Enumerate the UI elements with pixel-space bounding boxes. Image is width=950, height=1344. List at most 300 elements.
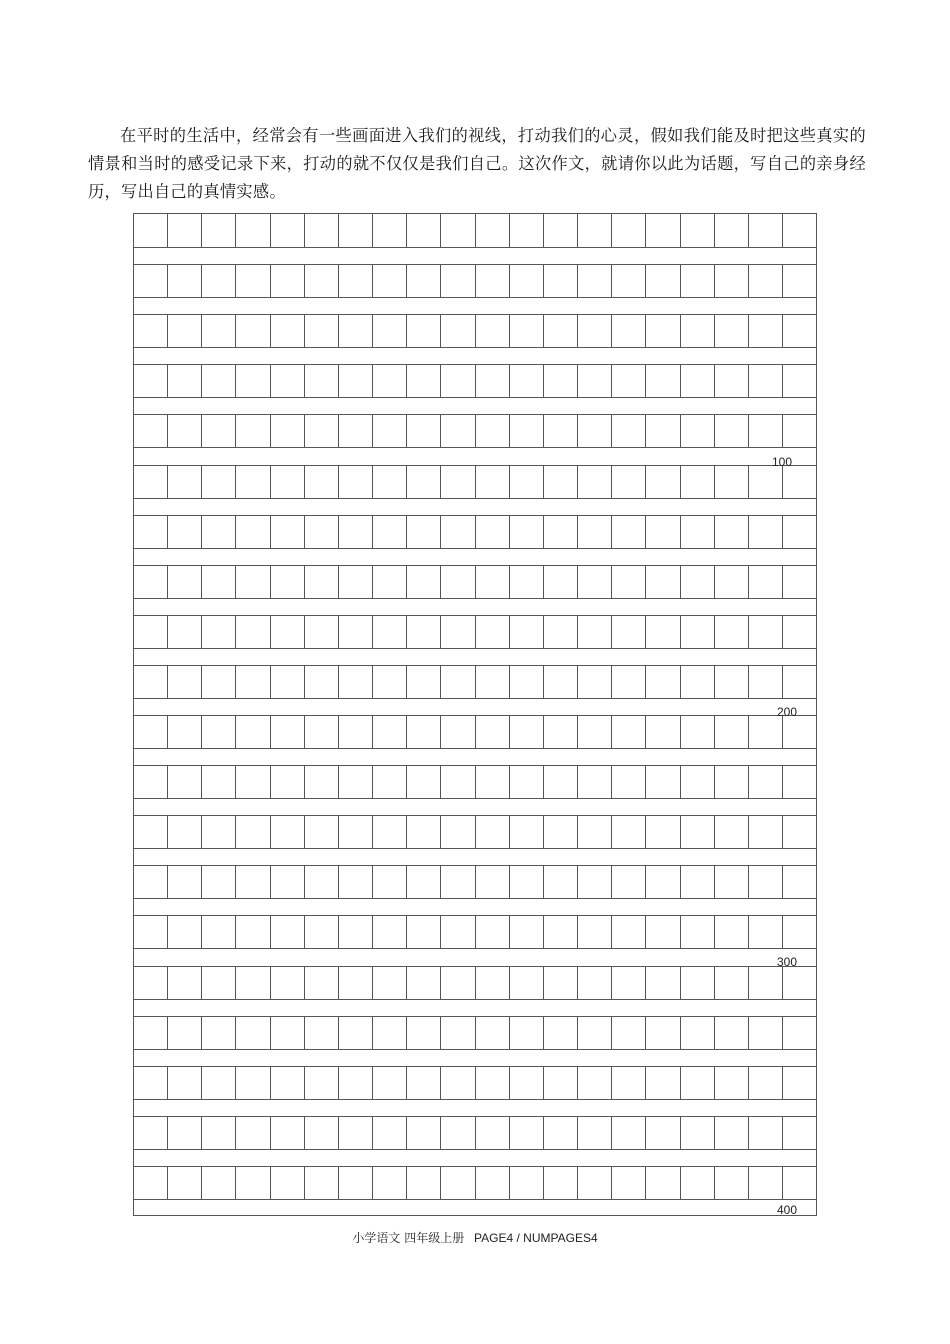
grid-cell[interactable] [680,265,714,297]
grid-cell[interactable] [714,766,748,798]
grid-cell[interactable] [475,315,509,347]
grid-cell[interactable] [167,866,201,898]
grid-cell[interactable] [440,415,474,447]
grid-cell[interactable] [475,1017,509,1049]
grid-cell[interactable] [509,1167,543,1199]
grid-cell[interactable] [577,365,611,397]
grid-cell[interactable] [167,816,201,848]
grid-cell[interactable] [133,1017,167,1049]
grid-cell[interactable] [133,1067,167,1099]
grid-cell[interactable] [577,716,611,748]
grid-cell[interactable] [645,967,679,999]
grid-cell[interactable] [201,415,235,447]
grid-cell[interactable] [372,1167,406,1199]
grid-cell[interactable] [201,315,235,347]
grid-cell[interactable] [167,1167,201,1199]
grid-cell[interactable] [167,466,201,498]
grid-cell[interactable] [406,666,440,698]
grid-cell[interactable] [748,566,782,598]
grid-cell[interactable] [440,616,474,648]
grid-cell[interactable] [304,967,338,999]
grid-cell[interactable] [748,766,782,798]
grid-cell[interactable] [577,1017,611,1049]
grid-cell[interactable] [235,666,269,698]
grid-cell[interactable] [406,1167,440,1199]
grid-cell[interactable] [475,716,509,748]
grid-cell[interactable] [167,766,201,798]
grid-cell[interactable] [304,1067,338,1099]
grid-cell[interactable] [235,415,269,447]
grid-cell[interactable] [338,566,372,598]
grid-cell[interactable] [611,1017,645,1049]
grid-cell[interactable] [270,766,304,798]
grid-cell[interactable] [270,466,304,498]
grid-cell[interactable] [304,265,338,297]
grid-cell[interactable] [201,766,235,798]
grid-cell[interactable] [714,265,748,297]
grid-cell[interactable] [714,466,748,498]
grid-cell[interactable] [167,516,201,548]
grid-cell[interactable] [543,365,577,397]
grid-cell[interactable] [270,866,304,898]
grid-cell[interactable] [782,466,817,498]
grid-cell[interactable] [475,566,509,598]
grid-cell[interactable] [167,566,201,598]
grid-cell[interactable] [611,816,645,848]
grid-cell[interactable] [338,716,372,748]
grid-cell[interactable] [372,566,406,598]
grid-cell[interactable] [680,916,714,948]
grid-cell[interactable] [133,616,167,648]
grid-cell[interactable] [509,716,543,748]
grid-cell[interactable] [509,616,543,648]
grid-cell[interactable] [611,666,645,698]
grid-cell[interactable] [645,716,679,748]
grid-cell[interactable] [714,866,748,898]
grid-cell[interactable] [406,716,440,748]
grid-cell[interactable] [748,916,782,948]
grid-cell[interactable] [440,1117,474,1149]
grid-cell[interactable] [167,716,201,748]
grid-cell[interactable] [782,1017,817,1049]
grid-cell[interactable] [440,766,474,798]
grid-cell[interactable] [270,1167,304,1199]
grid-cell[interactable] [611,866,645,898]
grid-cell[interactable] [133,516,167,548]
grid-cell[interactable] [577,666,611,698]
grid-cell[interactable] [782,666,817,698]
grid-cell[interactable] [167,315,201,347]
grid-cell[interactable] [509,916,543,948]
grid-cell[interactable] [235,916,269,948]
grid-cell[interactable] [680,816,714,848]
grid-cell[interactable] [475,365,509,397]
grid-cell[interactable] [543,866,577,898]
grid-cell[interactable] [611,214,645,247]
grid-cell[interactable] [235,1167,269,1199]
grid-cell[interactable] [270,666,304,698]
grid-cell[interactable] [782,967,817,999]
grid-cell[interactable] [645,916,679,948]
grid-cell[interactable] [270,566,304,598]
grid-cell[interactable] [440,916,474,948]
grid-cell[interactable] [509,265,543,297]
grid-cell[interactable] [543,315,577,347]
grid-cell[interactable] [372,666,406,698]
grid-cell[interactable] [748,415,782,447]
grid-cell[interactable] [201,265,235,297]
grid-cell[interactable] [680,566,714,598]
grid-cell[interactable] [372,1117,406,1149]
grid-cell[interactable] [372,967,406,999]
grid-cell[interactable] [304,315,338,347]
grid-cell[interactable] [406,566,440,598]
grid-cell[interactable] [338,265,372,297]
grid-cell[interactable] [645,365,679,397]
grid-cell[interactable] [235,1067,269,1099]
grid-cell[interactable] [167,1017,201,1049]
grid-cell[interactable] [304,516,338,548]
grid-cell[interactable] [201,1067,235,1099]
grid-cell[interactable] [645,415,679,447]
grid-cell[interactable] [509,566,543,598]
grid-cell[interactable] [509,1017,543,1049]
grid-cell[interactable] [782,415,817,447]
grid-cell[interactable] [440,1017,474,1049]
grid-cell[interactable] [680,766,714,798]
grid-cell[interactable] [645,1017,679,1049]
grid-cell[interactable] [577,866,611,898]
grid-cell[interactable] [440,967,474,999]
grid-cell[interactable] [543,716,577,748]
grid-cell[interactable] [440,516,474,548]
grid-cell[interactable] [475,1067,509,1099]
grid-cell[interactable] [645,866,679,898]
grid-cell[interactable] [680,967,714,999]
grid-cell[interactable] [440,315,474,347]
grid-cell[interactable] [235,967,269,999]
grid-cell[interactable] [543,265,577,297]
grid-cell[interactable] [782,816,817,848]
grid-cell[interactable] [304,716,338,748]
grid-cell[interactable] [133,415,167,447]
grid-cell[interactable] [509,1067,543,1099]
grid-cell[interactable] [133,466,167,498]
grid-cell[interactable] [440,716,474,748]
grid-cell[interactable] [270,916,304,948]
grid-cell[interactable] [680,1167,714,1199]
grid-cell[interactable] [201,214,235,247]
grid-cell[interactable] [509,516,543,548]
grid-cell[interactable] [201,466,235,498]
grid-cell[interactable] [645,516,679,548]
grid-cell[interactable] [440,214,474,247]
grid-cell[interactable] [714,415,748,447]
grid-cell[interactable] [304,466,338,498]
grid-cell[interactable] [714,816,748,848]
grid-cell[interactable] [680,1017,714,1049]
grid-cell[interactable] [372,766,406,798]
grid-cell[interactable] [543,916,577,948]
grid-cell[interactable] [372,1017,406,1049]
grid-cell[interactable] [304,415,338,447]
grid-cell[interactable] [475,214,509,247]
grid-cell[interactable] [577,566,611,598]
grid-cell[interactable] [372,816,406,848]
grid-cell[interactable] [645,1117,679,1149]
grid-cell[interactable] [304,866,338,898]
grid-cell[interactable] [133,265,167,297]
grid-cell[interactable] [714,616,748,648]
grid-cell[interactable] [611,466,645,498]
grid-cell[interactable] [270,816,304,848]
grid-cell[interactable] [748,1017,782,1049]
grid-cell[interactable] [167,214,201,247]
grid-cell[interactable] [338,516,372,548]
grid-cell[interactable] [714,1017,748,1049]
grid-cell[interactable] [133,315,167,347]
grid-cell[interactable] [167,265,201,297]
grid-cell[interactable] [440,1167,474,1199]
grid-cell[interactable] [611,1167,645,1199]
grid-cell[interactable] [748,967,782,999]
grid-cell[interactable] [372,866,406,898]
grid-cell[interactable] [201,816,235,848]
grid-cell[interactable] [167,415,201,447]
grid-cell[interactable] [748,616,782,648]
grid-cell[interactable] [577,1117,611,1149]
grid-cell[interactable] [372,516,406,548]
grid-cell[interactable] [748,1067,782,1099]
grid-cell[interactable] [782,566,817,598]
grid-cell[interactable] [611,766,645,798]
grid-cell[interactable] [509,1117,543,1149]
grid-cell[interactable] [543,1167,577,1199]
grid-cell[interactable] [406,916,440,948]
grid-cell[interactable] [304,214,338,247]
grid-cell[interactable] [304,816,338,848]
grid-cell[interactable] [577,916,611,948]
grid-cell[interactable] [304,1117,338,1149]
grid-cell[interactable] [645,566,679,598]
grid-cell[interactable] [543,516,577,548]
grid-cell[interactable] [440,666,474,698]
grid-cell[interactable] [577,265,611,297]
grid-cell[interactable] [645,1167,679,1199]
grid-cell[interactable] [611,616,645,648]
grid-cell[interactable] [543,666,577,698]
grid-cell[interactable] [748,816,782,848]
grid-cell[interactable] [235,716,269,748]
grid-cell[interactable] [475,516,509,548]
grid-cell[interactable] [304,916,338,948]
grid-cell[interactable] [406,1017,440,1049]
grid-cell[interactable] [475,415,509,447]
grid-cell[interactable] [338,365,372,397]
grid-cell[interactable] [748,466,782,498]
grid-cell[interactable] [475,916,509,948]
grid-cell[interactable] [201,566,235,598]
grid-cell[interactable] [782,265,817,297]
grid-cell[interactable] [509,415,543,447]
grid-cell[interactable] [338,1117,372,1149]
grid-cell[interactable] [270,1067,304,1099]
grid-cell[interactable] [475,866,509,898]
grid-cell[interactable] [235,566,269,598]
grid-cell[interactable] [714,716,748,748]
grid-cell[interactable] [304,566,338,598]
grid-cell[interactable] [577,415,611,447]
grid-cell[interactable] [782,516,817,548]
grid-cell[interactable] [748,365,782,397]
grid-cell[interactable] [235,866,269,898]
grid-cell[interactable] [475,265,509,297]
grid-cell[interactable] [270,365,304,397]
grid-cell[interactable] [201,716,235,748]
grid-cell[interactable] [406,365,440,397]
grid-cell[interactable] [133,866,167,898]
grid-cell[interactable] [782,365,817,397]
grid-cell[interactable] [201,365,235,397]
grid-cell[interactable] [748,1117,782,1149]
grid-cell[interactable] [133,214,167,247]
grid-cell[interactable] [167,365,201,397]
grid-cell[interactable] [304,1167,338,1199]
grid-cell[interactable] [270,214,304,247]
grid-cell[interactable] [577,766,611,798]
grid-cell[interactable] [270,616,304,648]
grid-cell[interactable] [748,265,782,297]
grid-cell[interactable] [167,666,201,698]
grid-cell[interactable] [201,916,235,948]
grid-cell[interactable] [133,716,167,748]
grid-cell[interactable] [372,466,406,498]
grid-cell[interactable] [714,214,748,247]
grid-cell[interactable] [748,716,782,748]
grid-cell[interactable] [680,866,714,898]
grid-cell[interactable] [611,916,645,948]
grid-cell[interactable] [406,866,440,898]
grid-cell[interactable] [782,1117,817,1149]
grid-cell[interactable] [680,466,714,498]
grid-cell[interactable] [475,967,509,999]
grid-cell[interactable] [509,766,543,798]
grid-cell[interactable] [406,516,440,548]
grid-cell[interactable] [782,214,817,247]
grid-cell[interactable] [338,916,372,948]
grid-cell[interactable] [645,616,679,648]
grid-cell[interactable] [645,214,679,247]
grid-cell[interactable] [611,1117,645,1149]
grid-cell[interactable] [304,1017,338,1049]
grid-cell[interactable] [543,1117,577,1149]
grid-cell[interactable] [577,1167,611,1199]
grid-cell[interactable] [714,666,748,698]
grid-cell[interactable] [201,967,235,999]
grid-cell[interactable] [543,566,577,598]
grid-cell[interactable] [406,1067,440,1099]
grid-cell[interactable] [270,516,304,548]
grid-cell[interactable] [543,1067,577,1099]
grid-cell[interactable] [748,1167,782,1199]
grid-cell[interactable] [270,315,304,347]
grid-cell[interactable] [714,516,748,548]
grid-cell[interactable] [270,1017,304,1049]
grid-cell[interactable] [611,716,645,748]
grid-cell[interactable] [235,265,269,297]
grid-cell[interactable] [782,616,817,648]
grid-cell[interactable] [133,916,167,948]
grid-cell[interactable] [440,365,474,397]
grid-cell[interactable] [543,1017,577,1049]
grid-cell[interactable] [201,616,235,648]
grid-cell[interactable] [714,967,748,999]
grid-cell[interactable] [372,214,406,247]
grid-cell[interactable] [714,1067,748,1099]
grid-cell[interactable] [201,1117,235,1149]
grid-cell[interactable] [543,616,577,648]
grid-cell[interactable] [440,566,474,598]
grid-cell[interactable] [338,866,372,898]
grid-cell[interactable] [235,766,269,798]
grid-cell[interactable] [714,1167,748,1199]
grid-cell[interactable] [714,315,748,347]
grid-cell[interactable] [782,766,817,798]
grid-cell[interactable] [133,566,167,598]
grid-cell[interactable] [406,214,440,247]
grid-cell[interactable] [406,1117,440,1149]
grid-cell[interactable] [680,616,714,648]
grid-cell[interactable] [611,315,645,347]
grid-cell[interactable] [714,916,748,948]
grid-cell[interactable] [509,866,543,898]
grid-cell[interactable] [680,666,714,698]
grid-cell[interactable] [680,1067,714,1099]
grid-cell[interactable] [235,365,269,397]
grid-cell[interactable] [748,315,782,347]
grid-cell[interactable] [372,315,406,347]
grid-cell[interactable] [645,816,679,848]
grid-cell[interactable] [543,766,577,798]
grid-cell[interactable] [782,1167,817,1199]
grid-cell[interactable] [509,816,543,848]
grid-cell[interactable] [235,315,269,347]
grid-cell[interactable] [475,816,509,848]
grid-cell[interactable] [577,214,611,247]
grid-cell[interactable] [680,415,714,447]
grid-cell[interactable] [270,415,304,447]
grid-cell[interactable] [235,1117,269,1149]
grid-cell[interactable] [406,616,440,648]
grid-cell[interactable] [645,766,679,798]
grid-cell[interactable] [338,466,372,498]
grid-cell[interactable] [406,265,440,297]
grid-cell[interactable] [338,1017,372,1049]
grid-cell[interactable] [133,1167,167,1199]
grid-cell[interactable] [782,1067,817,1099]
grid-cell[interactable] [645,265,679,297]
grid-cell[interactable] [440,816,474,848]
grid-cell[interactable] [748,666,782,698]
grid-cell[interactable] [270,716,304,748]
grid-cell[interactable] [338,967,372,999]
grid-cell[interactable] [133,967,167,999]
grid-cell[interactable] [714,365,748,397]
grid-cell[interactable] [645,1067,679,1099]
grid-cell[interactable] [440,1067,474,1099]
grid-cell[interactable] [133,1117,167,1149]
grid-cell[interactable] [577,516,611,548]
